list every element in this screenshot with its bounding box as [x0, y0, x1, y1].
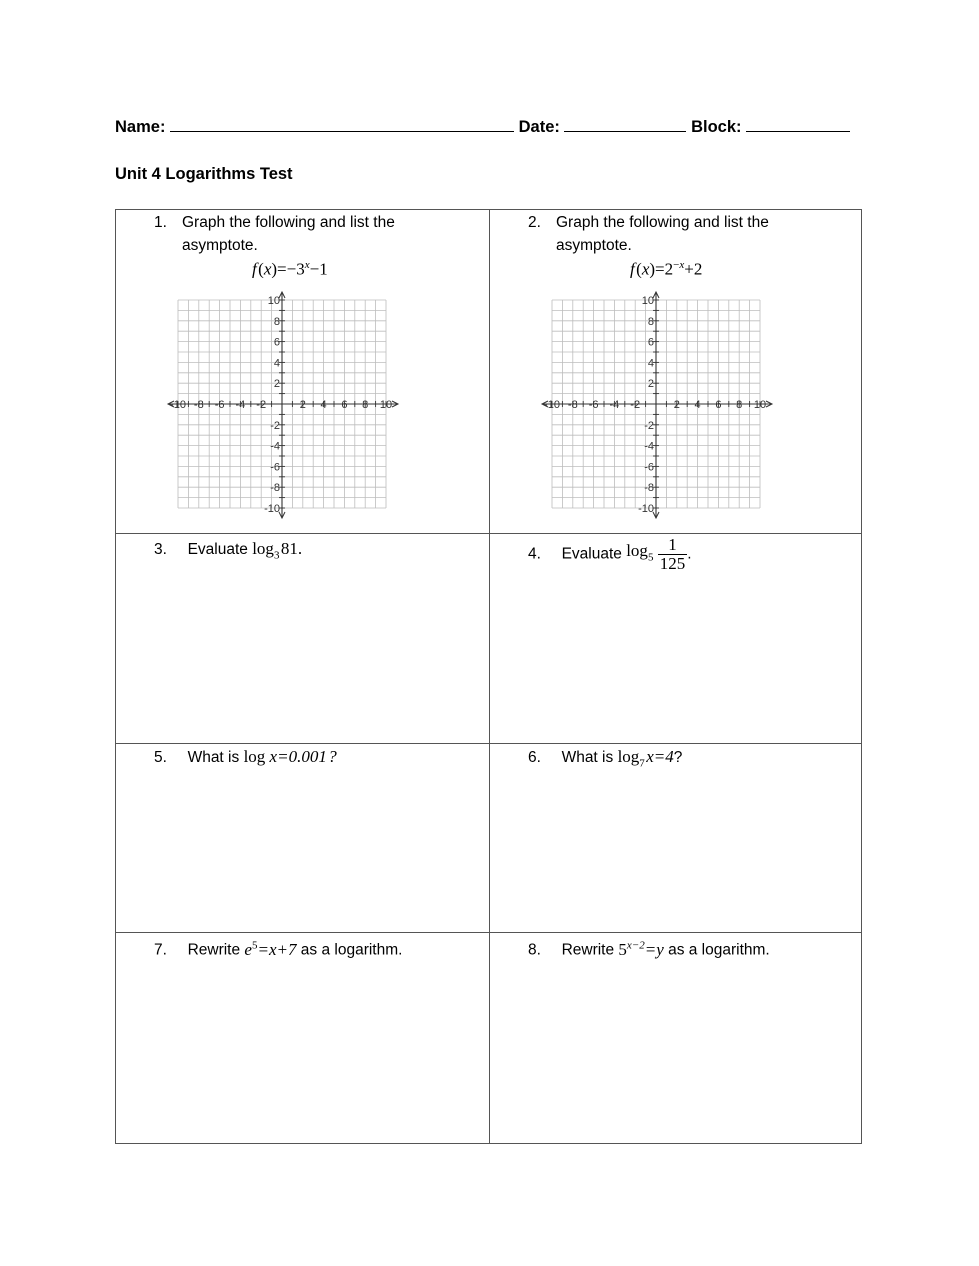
question-7-cell [116, 933, 489, 1145]
y-tick-label: 6 [273, 336, 280, 349]
x-tick-label: 8 [362, 399, 369, 411]
x-tick-label: 10 [753, 399, 767, 411]
question-2-cell [490, 210, 863, 533]
x-tick-label: -2 [630, 399, 641, 411]
function-equation: f $(x)=-3^x-1$ [252, 259, 328, 279]
question-number: 5. [154, 749, 167, 766]
x-tick-label: 10 [379, 399, 393, 411]
log-expression: $\log_3$ 81. [252, 539, 303, 562]
date-label: Date: [518, 118, 560, 136]
question-text: Rewrite [561, 941, 615, 959]
question-text: Rewrite [187, 941, 241, 959]
question-4-cell: 4. Evaluate $\log_5$ $\frac{1}{125}$ . [528, 535, 692, 573]
question-text: Graph the following and list the [556, 214, 769, 231]
question-8-cell [490, 933, 863, 1145]
question-text: What is [561, 749, 614, 766]
name-blank[interactable] [170, 117, 514, 132]
y-tick-label: -10 [264, 503, 280, 515]
question-number: 3. [154, 541, 167, 558]
block-blank[interactable] [746, 117, 850, 132]
y-tick-label: 8 [647, 315, 654, 328]
log-expression: $\log_7$ x=4 [617, 747, 674, 770]
question-text: Evaluate [187, 541, 248, 558]
x-tick-label: 8 [736, 399, 743, 411]
question-text: as a logarithm. [300, 941, 403, 959]
y-tick-label: -8 [644, 482, 654, 495]
y-tick-label: 8 [273, 315, 280, 328]
question-number: 6. [528, 749, 541, 766]
x-tick-label: -6 [588, 399, 599, 411]
question-number: 2. [528, 214, 541, 231]
y-tick-label: -2 [644, 419, 654, 432]
question-6-cell: 6. What is $\log_7$ x=4? [528, 747, 683, 770]
x-tick-label: -10 [544, 399, 560, 411]
question-number: 7. [154, 941, 167, 959]
fraction: $\frac{1}{125}$ [659, 535, 686, 573]
question-5-cell [116, 744, 489, 932]
question-table [115, 209, 862, 1144]
x-tick-label: -8 [567, 399, 578, 411]
x-tick-label: 6 [341, 399, 348, 411]
y-tick-label: 10 [641, 295, 654, 307]
test-title: Unit 4 Logarithms Test [115, 165, 293, 183]
header-line [115, 117, 860, 137]
question-number: 8. [528, 941, 541, 959]
y-tick-label: -4 [644, 440, 654, 453]
question-3-cell [116, 534, 489, 743]
question-text: What is [187, 749, 240, 766]
block-label: Block: [691, 118, 742, 136]
date-blank[interactable] [564, 117, 686, 132]
x-tick-label: -4 [609, 399, 620, 411]
x-tick-label: 2 [299, 399, 306, 411]
x-tick-label: -2 [256, 399, 267, 411]
log-expression: log x=0.001 ? [243, 747, 337, 766]
y-tick-label: -8 [270, 482, 280, 495]
question-text: as a logarithm. [668, 941, 770, 959]
x-tick-label: 4 [694, 399, 701, 411]
y-tick-label: -10 [638, 503, 654, 515]
y-tick-label: 4 [647, 357, 654, 370]
x-tick-label: -8 [193, 399, 204, 411]
function-equation: f $(x)=2^{-x}+2$ [630, 259, 703, 279]
exponential-equation: $5^{x-2}=y$ [618, 939, 664, 959]
x-tick-label: 6 [715, 399, 722, 411]
y-tick-label: 6 [647, 336, 654, 349]
y-tick-label: -6 [270, 461, 280, 474]
x-tick-label: 4 [320, 399, 327, 411]
question-text: Graph the following and list the [182, 214, 395, 231]
x-tick-label: -10 [170, 399, 186, 411]
y-tick-label: 4 [273, 357, 280, 370]
y-tick-label: -2 [270, 419, 280, 432]
y-tick-label: -4 [270, 440, 280, 453]
log-base: $\log_5$ [626, 541, 654, 564]
exponential-equation: $e^5=x+7$ [244, 939, 297, 959]
question-text: asymptote. [182, 237, 258, 254]
x-tick-label: 2 [673, 399, 680, 411]
question-number: 1. [154, 214, 167, 231]
question-number: 4. [528, 545, 541, 563]
question-text: asymptote. [556, 237, 632, 254]
name-label: Name: [115, 118, 166, 136]
y-tick-label: -6 [644, 461, 654, 474]
x-tick-label: -4 [235, 399, 246, 411]
question-1-cell [116, 210, 489, 533]
y-tick-label: 10 [267, 295, 280, 307]
y-tick-label: 2 [273, 378, 280, 391]
coordinate-grid-1[interactable] [162, 290, 447, 525]
question-text: Evaluate [561, 545, 622, 563]
y-tick-label: 2 [647, 378, 654, 391]
coordinate-grid-2[interactable] [536, 290, 821, 525]
x-tick-label: -6 [214, 399, 225, 411]
